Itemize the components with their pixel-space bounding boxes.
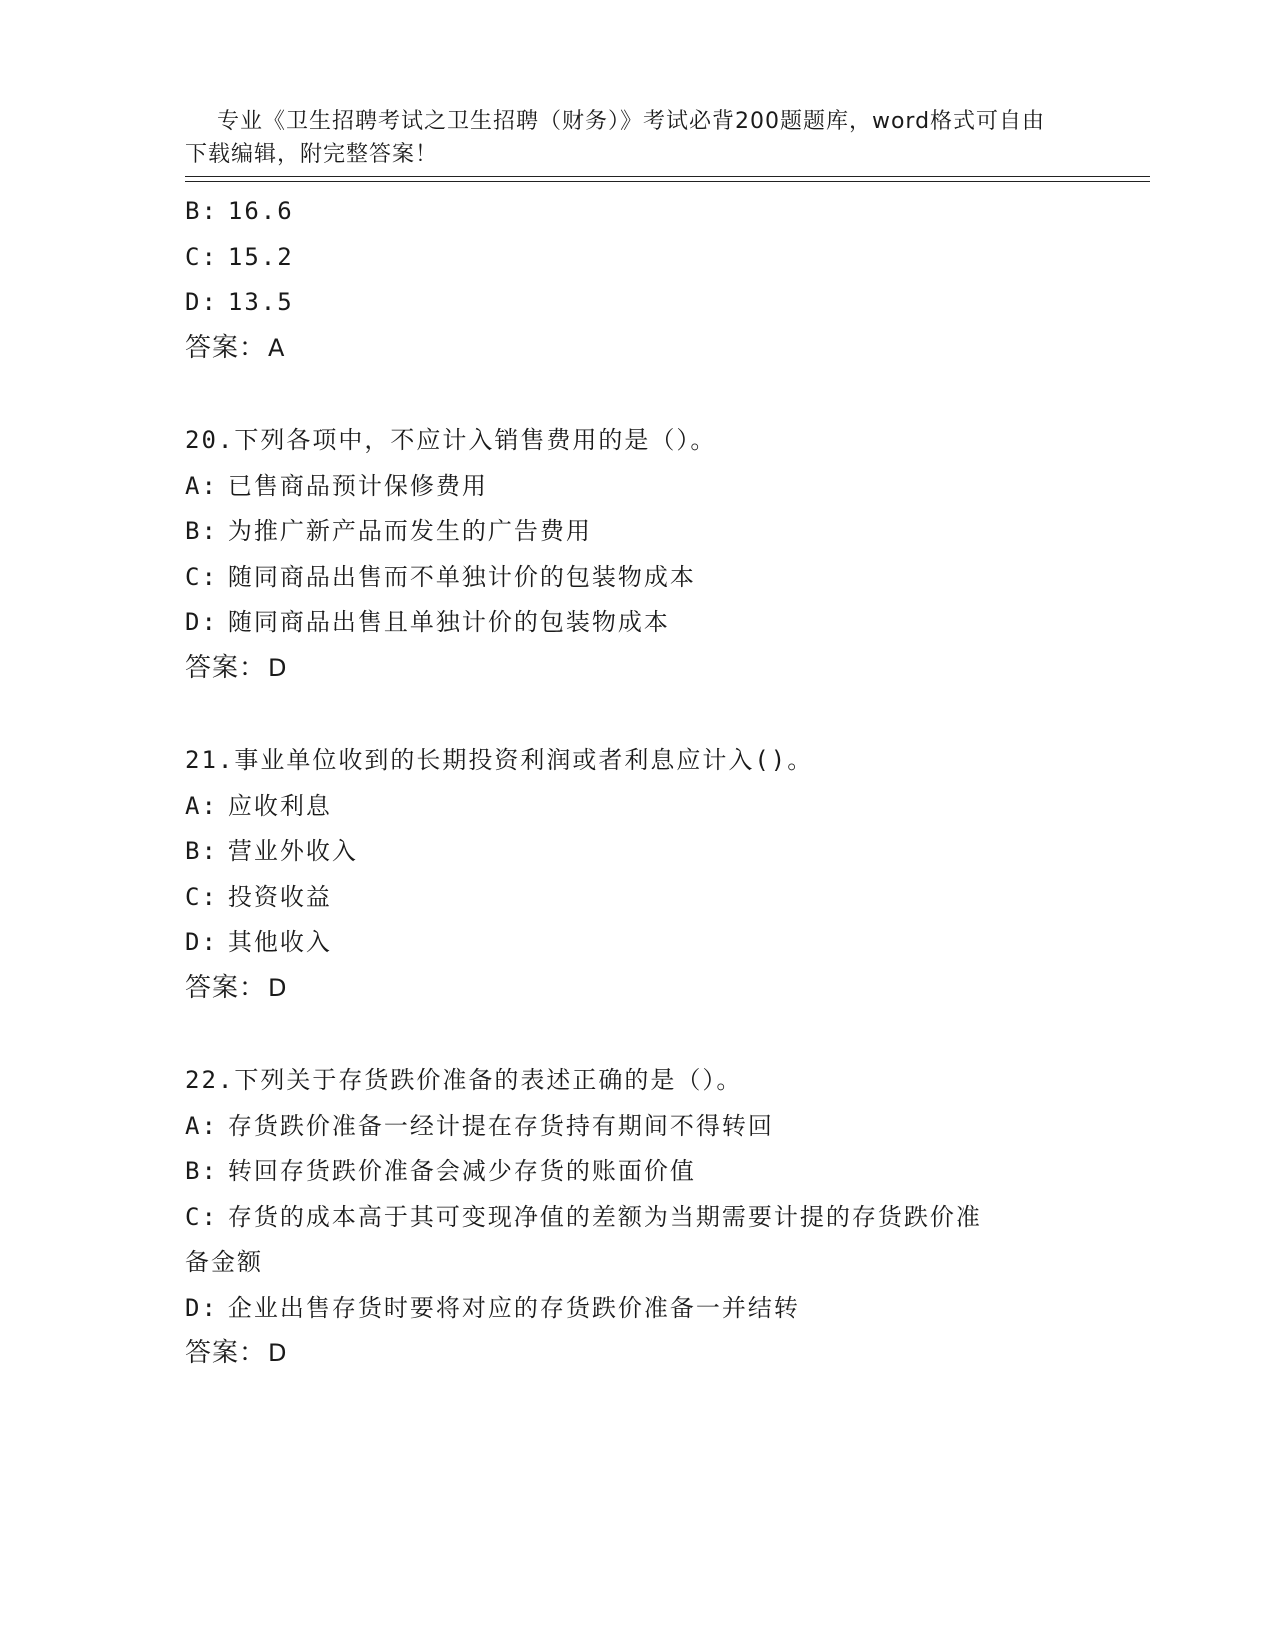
question-20 [185,418,1085,691]
option-c: C: 随同商品出售而不单独计价的包装物成本 [185,562,696,591]
answer-line: 答案：A [185,332,285,363]
option-a: A: 已售商品预计保修费用 [185,471,488,500]
option-c-continuation: 备金额 [185,1248,263,1276]
option-b: B: 16.6 [185,197,294,225]
option-c: C: 投资收益 [185,882,332,911]
option-b: B: 转回存货跌价准备会减少存货的账面价值 [185,1157,696,1185]
question-21 [185,738,1085,1011]
question-list [185,189,1085,1377]
option-c: C: 存货的成本高于其可变现净值的差额为当期需要计提的存货跌价准 [185,1202,982,1231]
option-d: D: 随同商品出售且单独计价的包装物成本 [185,608,670,636]
option-b: B: 营业外收入 [185,837,358,865]
option-d: D: 13.5 [185,288,294,316]
question-stem: 22.下列关于存货跌价准备的表述正确的是（）。 [185,1066,743,1094]
option-d: D: 其他收入 [185,928,332,956]
answer-line: 答案：D [185,652,287,683]
option-d: D: 企业出售存货时要将对应的存货跌价准备一并结转 [185,1293,800,1322]
question-19-continuation [185,189,1085,371]
header-title: 专业《卫生招聘考试之卫生招聘（财务）》考试必背200题题库，word格式可自由下载编辑，附完整答案！ [185,109,1046,167]
header-divider-bottom [185,181,1150,182]
option-c: C: 15.2 [185,242,294,271]
question-stem: 20.下列各项中，不应计入销售费用的是（）。 [185,426,717,454]
question-stem: 21.事业单位收到的长期投资利润或者利息应计入()。 [185,746,814,774]
answer-line: 答案：D [185,1338,287,1368]
option-a: A: 应收利息 [185,791,332,820]
option-a: A: 存货跌价准备一经计提在存货持有期间不得转回 [185,1111,774,1140]
question-22 [185,1058,1085,1377]
option-b: B: 为推广新产品而发生的广告费用 [185,517,592,545]
header-divider-top [185,176,1150,177]
answer-line: 答案：D [185,972,287,1003]
document-header [185,72,1065,204]
